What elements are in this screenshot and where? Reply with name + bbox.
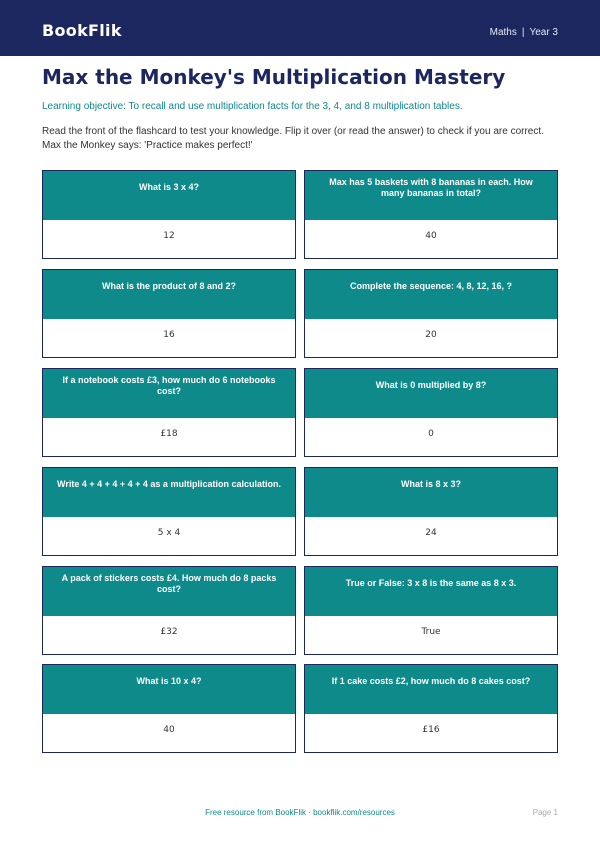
flashcard-answer: £32 bbox=[160, 627, 178, 637]
flashcard-question: If a notebook costs £3, how much do 6 notebooks cost? bbox=[43, 369, 295, 418]
meta-separator: | bbox=[521, 27, 525, 38]
flashcard-answer: 0 bbox=[428, 429, 434, 439]
flashcard-question: Write 4 + 4 + 4 + 4 + 4 as a multiplication calculation. bbox=[43, 468, 295, 517]
flashcard[interactable] bbox=[304, 269, 558, 358]
flashcard-question: What is the product of 8 and 2? bbox=[43, 270, 295, 319]
instructions-line-2: Max the Monkey says: 'Practice makes perfect!' bbox=[42, 140, 253, 151]
flashcard[interactable] bbox=[42, 170, 296, 259]
flashcard-question: If 1 cake costs £2, how much do 8 cakes cost? bbox=[305, 665, 557, 714]
flashcard-answer: £18 bbox=[160, 429, 178, 439]
flashcard[interactable] bbox=[42, 368, 296, 457]
flashcard-question: What is 8 x 3? bbox=[305, 468, 557, 517]
flashcard-answer: 12 bbox=[163, 231, 175, 241]
flashcard[interactable] bbox=[304, 566, 558, 655]
footer-credit-link[interactable]: Free resource from BookFlik · bookflik.com/resources bbox=[205, 808, 395, 817]
flashcard[interactable] bbox=[304, 467, 558, 556]
instructions bbox=[42, 125, 562, 153]
flashcard[interactable] bbox=[304, 664, 558, 753]
flashcard[interactable] bbox=[42, 566, 296, 655]
flashcard[interactable] bbox=[304, 170, 558, 259]
subject-label: Maths bbox=[489, 27, 517, 38]
flashcard-question: Max has 5 baskets with 8 bananas in each. How many bananas in total? bbox=[305, 171, 557, 220]
page-title: Max the Monkey's Multiplication Mastery bbox=[42, 65, 506, 89]
flashcard[interactable] bbox=[42, 467, 296, 556]
page-header bbox=[0, 0, 600, 56]
flashcard-question: Complete the sequence: 4, 8, 12, 16, ? bbox=[305, 270, 557, 319]
flashcard-question: What is 10 x 4? bbox=[43, 665, 295, 714]
flashcard-answer: True bbox=[421, 627, 441, 637]
brand-logo: BookFlik bbox=[42, 21, 122, 40]
flashcard-answer: 24 bbox=[425, 528, 437, 538]
flashcard-answer: 5 x 4 bbox=[157, 528, 181, 538]
flashcard[interactable] bbox=[304, 368, 558, 457]
learning-objective: Learning objective: To recall and use multiplication facts for the 3, 4, and 8 multiplication tables. bbox=[42, 101, 463, 112]
flashcard-question: What is 0 multiplied by 8? bbox=[305, 369, 557, 418]
flashcard-question: What is 3 x 4? bbox=[43, 171, 295, 220]
subject-year-meta bbox=[490, 27, 558, 39]
flashcard-question: A pack of stickers costs £4. How much do 8 packs cost? bbox=[43, 567, 295, 616]
flashcard-answer: £16 bbox=[422, 725, 440, 735]
instructions-line-1: Read the front of the flashcard to test your knowledge. Flip it over (or read the answer) to check if you are correct. bbox=[42, 126, 544, 137]
flashcard-answer: 40 bbox=[425, 231, 437, 241]
flashcard[interactable] bbox=[42, 269, 296, 358]
flashcard-answer: 40 bbox=[163, 725, 175, 735]
year-label: Year 3 bbox=[529, 27, 558, 38]
flashcard-answer: 16 bbox=[163, 330, 175, 340]
flashcard-question: True or False: 3 x 8 is the same as 8 x 3. bbox=[305, 567, 557, 616]
page-number: Page 1 bbox=[532, 808, 558, 817]
flashcard-answer: 20 bbox=[425, 330, 437, 340]
flashcard[interactable] bbox=[42, 664, 296, 753]
